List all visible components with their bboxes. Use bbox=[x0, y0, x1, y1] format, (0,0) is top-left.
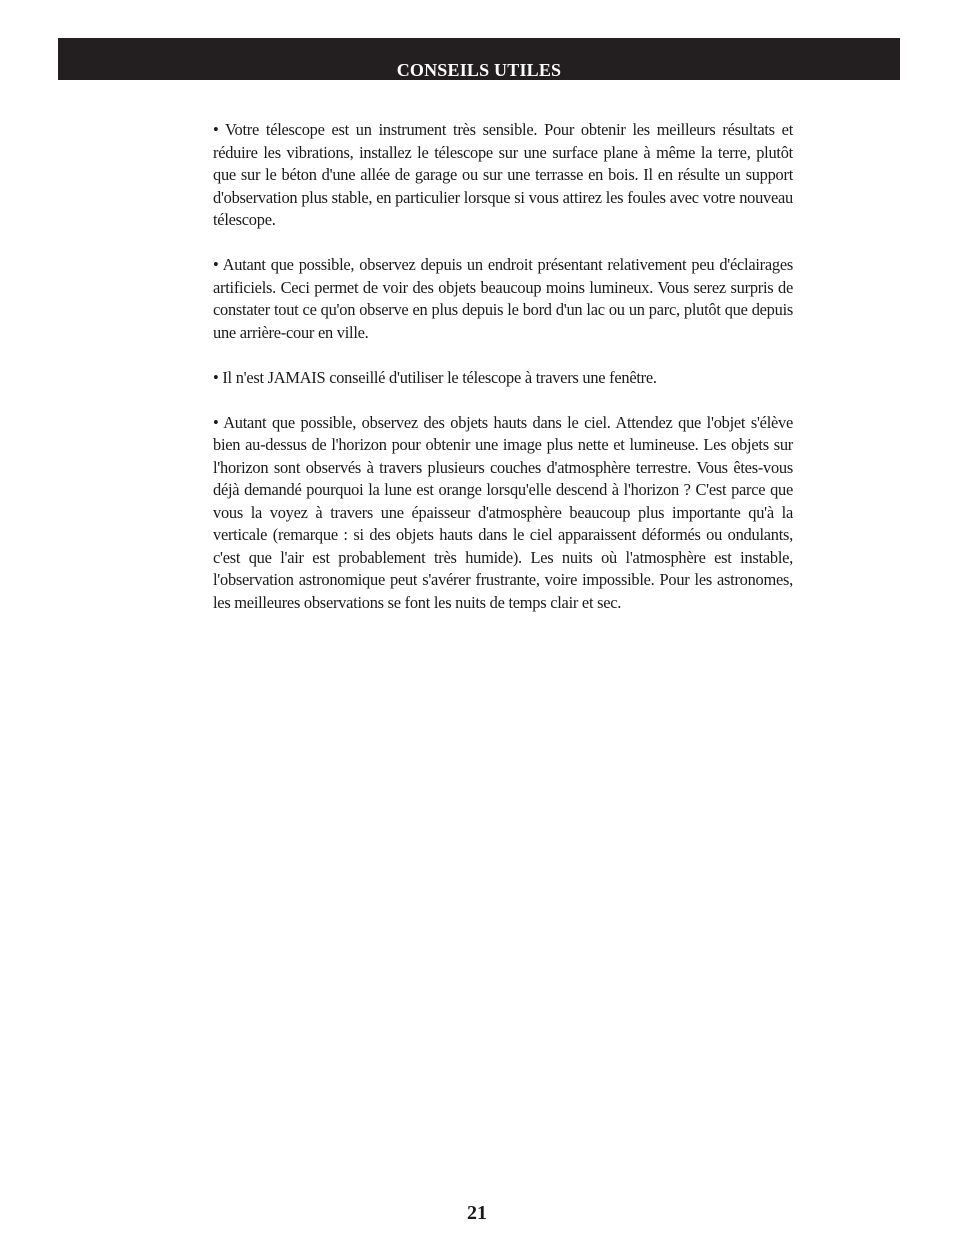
section-title: CONSEILS UTILES bbox=[396, 60, 562, 80]
tips-content bbox=[213, 119, 793, 637]
tip-paragraph: • Votre télescope est un instrument très sensible. Pour obtenir les meilleurs résultats et réduire les vibrations, installez le télescope sur une surface plane à même la terre, plutôt que sur le béton d'une allée de garage ou sur une terrasse en bois. Il en résulte un support d'observation plus stable, en particulier lorsque si vous attirez les foules avec votre nouveau télescope. bbox=[213, 120, 793, 229]
tip-paragraph: • Il n'est JAMAIS conseillé d'utiliser le télescope à travers une fenêtre. bbox=[213, 367, 657, 387]
tip-paragraph: • Autant que possible, observez depuis un endroit présentant relativement peu d'éclairages artificiels. Ceci permet de voir des objets beaucoup moins lumineux. Vous serez surpris de constater tout ce qu'on observe en plus depuis le bord d'un lac ou un parc, plutôt que depuis une arrière-cour en ville. bbox=[213, 255, 793, 342]
section-header-bar bbox=[58, 38, 900, 80]
tip-paragraph: • Autant que possible, observez des objets hauts dans le ciel. Attendez que l'objet s'élève bien au-dessus de l'horizon pour obtenir une image plus nette et lumineuse. Les objets sur l'horizon sont observés à travers plusieurs couches d'atmosphère terrestre. Vous êtes-vous déjà demandé pourquoi la lune est orange lorsqu'elle descend à l'horizon ? C'est parce que vous la voyez à travers une épaisseur d'atmosphère beaucoup plus importante qu'à la verticale (remarque : si des objets hauts dans le ciel apparaissent déformés ou ondulants, c'est que l'air est probablement très humide). Les nuits où l'atmosphère est instable, l'observation astronomique peut s'avérer frustrante, voire impossible. Pour les astronomes, les meilleures observations se font les nuits de temps clair et sec. bbox=[213, 412, 793, 612]
page-number: 21 bbox=[467, 1202, 487, 1224]
